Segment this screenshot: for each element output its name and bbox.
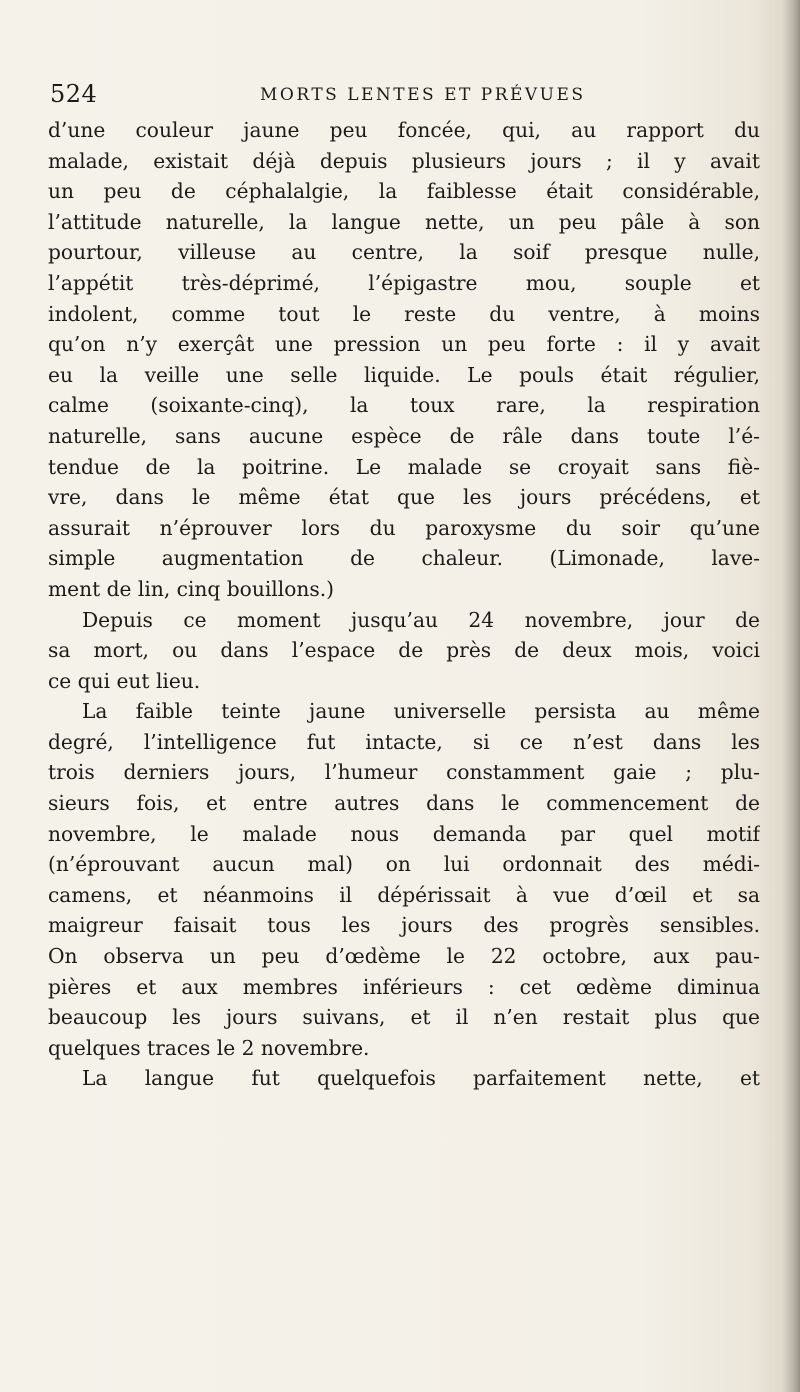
text-line: indolent, comme tout le reste du ventre, à moins: [48, 301, 760, 326]
text-line: quelques traces le 2 novembre.: [48, 1035, 370, 1060]
text-line: vre, dans le même état que les jours précédens, et: [48, 485, 760, 510]
text-line: d’une couleur jaune peu foncée, qui, au rapport du: [48, 118, 760, 142]
text-line: beaucoup les jours suivans, et il n’en restait plus que: [48, 1005, 760, 1030]
text-line: Depuis ce moment jusqu’au 24 novembre, jour de: [82, 607, 760, 632]
text-line: La faible teinte jaune universelle persista au même: [82, 699, 760, 724]
text-line: maigreur faisait tous les jours des progrès sensibles.: [48, 913, 760, 938]
text-line: sa mort, ou dans l’espace de près de deux mois, voici: [48, 638, 760, 663]
text-line: l’attitude naturelle, la langue nette, un peu pâle à son: [48, 209, 760, 234]
text-line: ce qui eut lieu.: [48, 668, 201, 693]
text-line: camens, et néanmoins il dépérissait à vue d’œil et sa: [48, 882, 760, 907]
page-edge-shadow: [782, 0, 800, 1392]
text-line: pières et aux membres inférieurs : cet œdème diminua: [48, 974, 760, 999]
text-line: trois derniers jours, l’humeur constamment gaie ; plu-: [48, 760, 760, 785]
page-header: [50, 80, 758, 114]
text-line: On observa un peu d’œdème le 22 octobre, aux pau-: [48, 944, 760, 969]
body-text: [48, 115, 760, 1094]
text-line: La langue fut quelquefois parfaitement nette, et: [82, 1066, 760, 1091]
text-line: tendue de la poitrine. Le malade se croyait sans fiè-: [48, 454, 760, 479]
text-line: assurait n’éprouver lors du paroxysme du soir qu’une: [48, 515, 760, 540]
text-line: pourtour, villeuse au centre, la soif presque nulle,: [48, 240, 760, 265]
text-line: naturelle, sans aucune espèce de râle dans toute l’é-: [48, 423, 760, 448]
text-line: sieurs fois, et entre autres dans le commencement de: [48, 791, 760, 816]
text-line: un peu de céphalalgie, la faiblesse était considérable,: [48, 179, 760, 204]
text-line: novembre, le malade nous demanda par quel motif: [48, 821, 760, 846]
page-number: 524: [50, 80, 98, 108]
text-line: l’appétit très-déprimé, l’épigastre mou, souple et: [48, 270, 760, 295]
running-title: MORTS LENTES ET PRÉVUES: [260, 85, 586, 105]
text-line: calme (soixante-cinq), la toux rare, la respiration: [48, 393, 760, 418]
text-line: ment de lin, cinq bouillons.): [48, 576, 335, 601]
text-line: (n’éprouvant aucun mal) on lui ordonnait des médi-: [48, 852, 760, 877]
text-line: qu’on n’y exerçât une pression un peu forte : il y avait: [48, 332, 760, 357]
text-line: malade, existait déjà depuis plusieurs jours ; il y avait: [48, 148, 760, 173]
text-line: degré, l’intelligence fut intacte, si ce n’est dans les: [48, 729, 760, 754]
text-line: eu la veille une selle liquide. Le pouls était régulier,: [48, 362, 760, 387]
text-line: simple augmentation de chaleur. (Limonade, lave-: [48, 546, 760, 571]
